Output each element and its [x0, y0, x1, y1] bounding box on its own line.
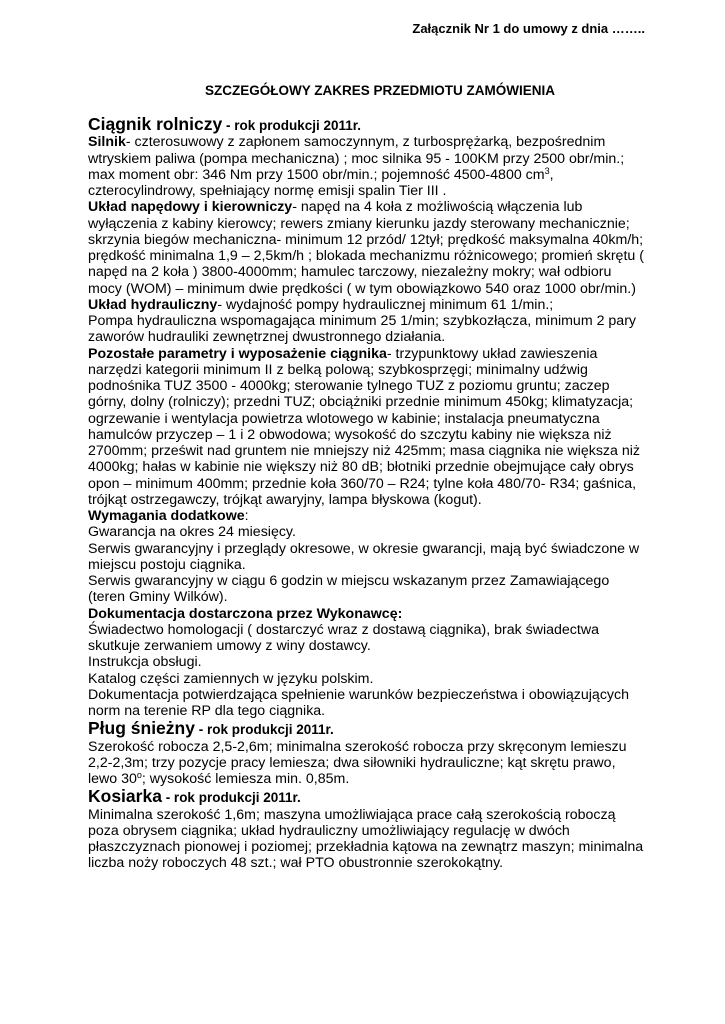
hydraulic-paragraph: [88, 297, 648, 313]
hydraulic-text: - wydajność pompy hydraulicznej minimum 61 1/min.;: [217, 296, 554, 313]
plough-text: Szerokość robocza 2,5-2,6m; minimalna szerokość robocza przy skręconym lemieszu 2,2-2,3m; trzy pozycje pracy lemiesza; dwa siłowniki hydrauliczne; kąt skrętu prawo, lewo 30: [88, 738, 627, 787]
extra-colon: :: [244, 508, 249, 524]
extra-label: Wymagania dodatkowe: [88, 508, 245, 524]
docs-line-catalog: Katalog części zamiennych w języku polskim.: [88, 670, 374, 687]
extra-line-service: Serwis gwarancyjny i przeglądy okresowe, w okresie gwarancji, mają być świadczone w miejscu postoju ciągnika.: [88, 540, 640, 573]
mower-paragraph: Minimalna szerokość 1,6m; maszyna umożliwiająca prace całą szerokością roboczą poza obrysem ciągnika; układ hydrauliczny umożliwiający regulację w dwóch płaszczyznach pionowej i poziomej; przekładnia kątowa na zewnątrz maszyn; minimalna liczba noży roboczych 48 szt.; wał PTO obustronnie szerokokątny.: [88, 806, 644, 872]
docs-line-safety: Dokumentacja potwierdzająca spełnienie warunków bezpieczeństwa i obowiązujących norm na terenie RP dla tego ciągnika.: [88, 686, 629, 719]
mower-heading: [88, 787, 648, 806]
extra-line-service-time: Serwis gwarancyjny w ciągu 6 godzin w miejscu wskazanym przez Zamawiającego (teren Gminy Wilków).: [88, 573, 610, 606]
plough-year: - rok produkcji 2011r.: [194, 722, 334, 738]
plough-paragraph: [88, 739, 648, 788]
tractor-heading: [88, 115, 648, 134]
document-title: SZCZEGÓŁOWY ZAKRES PRZEDMIOTU ZAMÓWIENIA: [205, 83, 555, 98]
other-label: Pozostałe parametry i wyposażenie ciągnika: [88, 345, 387, 362]
docs-heading: Dokumentacja dostarczona przez Wykonawcę:: [88, 605, 403, 622]
docs-line-homologation: Świadectwo homologacji ( dostarczyć wraz z dostawą ciągnika), brak świadectwa skutkuje zerwaniem umowy z winy dostawcy.: [88, 621, 599, 654]
extra-line-warranty: Gwarancja na okres 24 miesięcy.: [88, 524, 296, 541]
mower-year: - rok produkcji 2011r.: [161, 790, 301, 806]
hydraulic-paragraph-2: Pompa hydrauliczna wspomagająca minimum 25 1/min; szybkozłącza, minimum 2 pary zaworów hudrauliki zewnętrznej dwustronnego działania.: [88, 313, 637, 346]
plough-title: Pług śnieżny: [88, 718, 195, 739]
drive-label: Układ napędowy i kierowniczy: [88, 199, 293, 216]
attachment-header: Załącznik Nr 1 do umowy z dnia ……..: [412, 21, 645, 36]
drive-text: - napęd na 4 koła z możliwością włączenia lub wyłączenia z kabiny kierowcy; rewers zmiany kierunku jazdy sterowany mechanicznie; skrzynia biegów mechaniczna- minimum 12 przód/ 12tył; prędkość maksymalna 40km/h; prędkość minimalna 1,9 – 2,5km/h ; blokada mechanizmu różnicowego; promień skrętu ( napęd na 2 koła ) 3800-4000mm; hamulec tarczowy, niezależny mokry; wał odbioru mocy (WOM) – minimum dwie prędkości ( w tym obowiązkowo 540 oraz 1000 obr/min.): [88, 199, 644, 297]
plough-heading: [88, 719, 648, 738]
mower-title: Kosiarka: [88, 786, 162, 807]
hydraulic-label: Układ hydrauliczny: [88, 296, 218, 313]
document-body: [88, 115, 648, 872]
engine-paragraph: [88, 134, 648, 199]
plough-text-2: ; wysokość lemiesza min. 0,85m.: [141, 771, 350, 787]
other-paragraph: [88, 346, 648, 509]
tractor-year: - rok produkcji 2011r.: [222, 118, 362, 133]
engine-text-2: , czterocylindrowy, spełniający normę emisji spalin Tier III .: [88, 166, 554, 199]
drive-paragraph: [88, 199, 648, 297]
tractor-title: Ciągnik rolniczy: [88, 114, 223, 134]
other-text: - trzypunktowy układ zawieszenia narzędzi kategorii minimum II z belką polową; szybkosprzęgi; minimalny udźwig podnośnika TUZ 3500 - 4000kg; sterowanie tylnego TUZ z poziomu gruntu; zaczep górny, dolny (rolniczy); przedni TUZ; obciążniki przednie minimum 450kg; klimatyzacja; ogrzewanie i wentylacja powietrza wlotowego w kabinie; instalacja pneumatyczna hamulców przyczep – 1 i 2 obwodowa; wysokość do szczytu kabiny nie większa niż 2700mm; prześwit nad gruntem nie mniejszy niż 425mm; masa ciągnika nie większa niż 4000kg; hałas w kabinie nie większy niż 80 dB; błotniki przednie obejmujące cały obrys opon – minimum 400mm; przednie koła 360/70 – R24; tylne koła 480/70- R34; gaśnica, trójkąt ostrzegawczy, trójkąt awaryjny, lampa błyskowa (kogut).: [88, 345, 640, 508]
extra-heading: [88, 508, 648, 524]
docs-line-manual: Instrukcja obsługi.: [88, 654, 202, 671]
engine-label: Silnik: [88, 134, 126, 151]
engine-text: - czterosuwowy z zapłonem samoczynnym, z turbosprężarką, bezpośrednim wtryskiem paliwa (pompa mechaniczna) ; moc silnika 95 - 100KM przy 2500 obr/min.; max moment obr: 346 Nm przy 1500 obr/min.; pojemność 4500-4800 cm: [88, 134, 625, 183]
engine-sup: 3: [544, 165, 550, 176]
plough-sup: o: [136, 770, 142, 780]
